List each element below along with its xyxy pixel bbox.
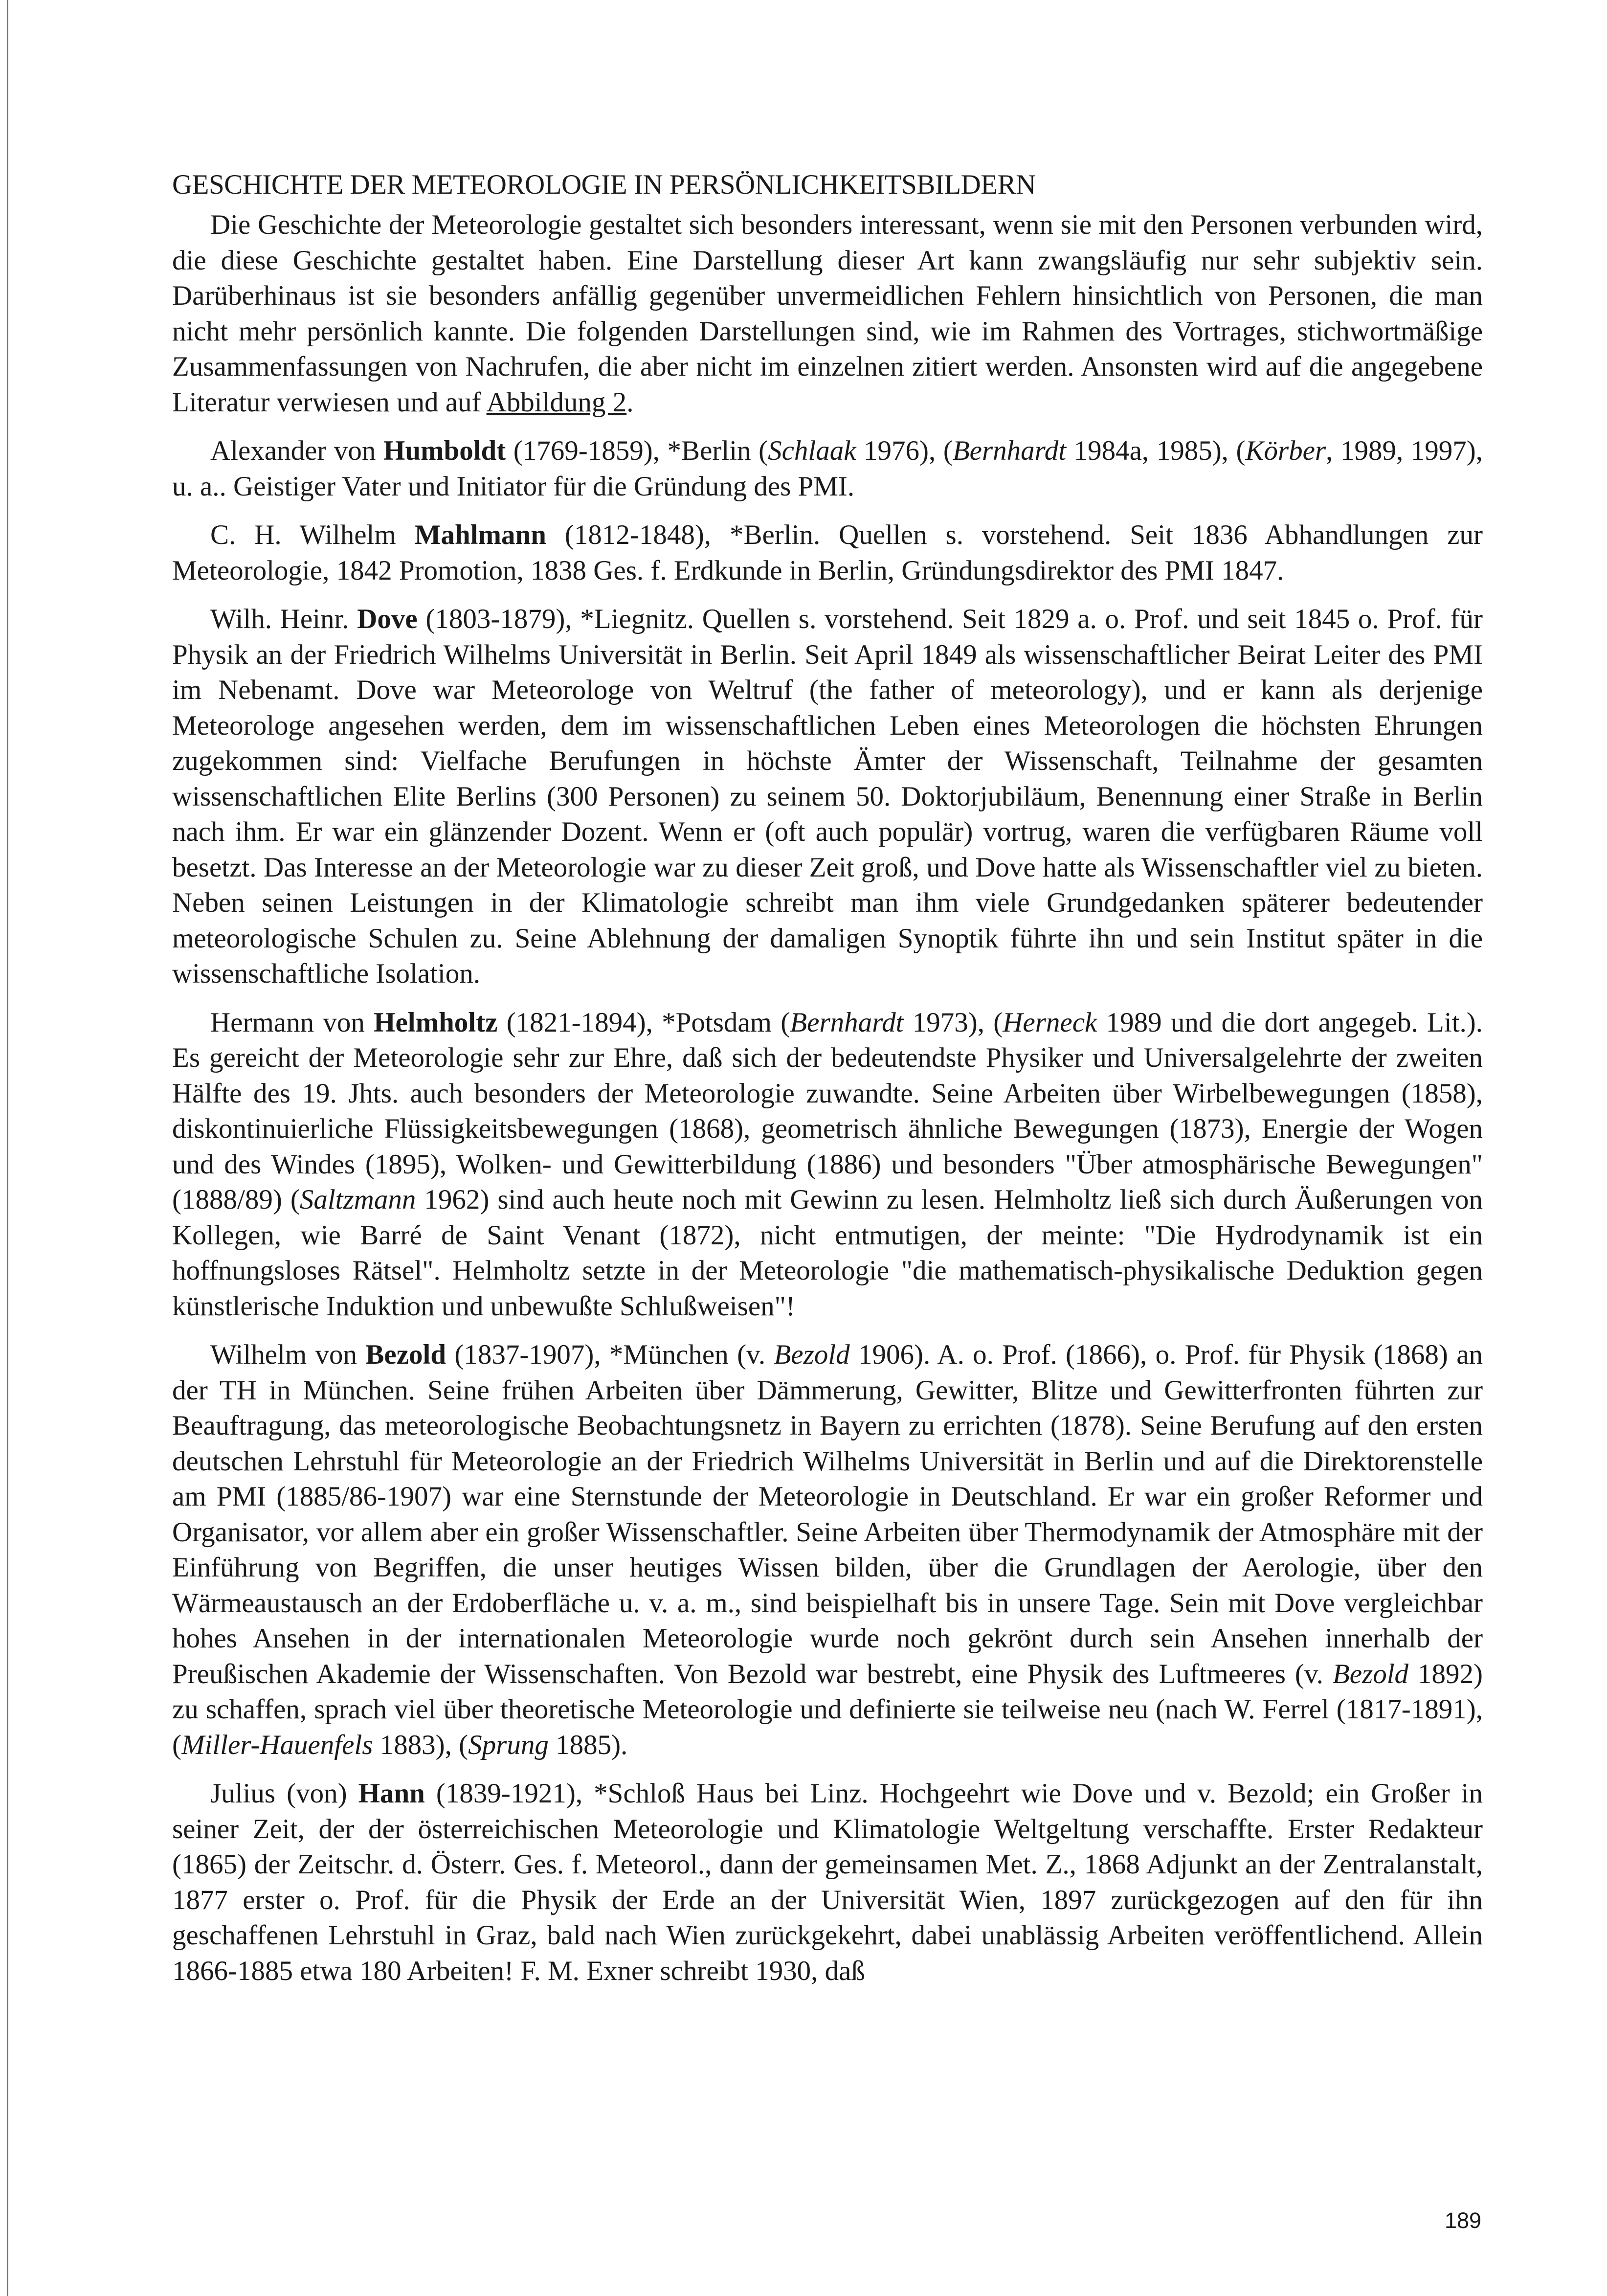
paragraph-intro [172, 207, 1483, 420]
paragraph-bezold [172, 1337, 1483, 1763]
paragraph-text: 1976), ( [856, 435, 953, 466]
paragraph-text: 1973), ( [903, 1007, 1003, 1038]
paragraph-list [172, 207, 1483, 1989]
paragraph-text: 1962) sind auch heute noch mit Gewinn zu lesen. Helmholtz ließ sich durch Äußerungen von Kollegen, wie Barré de Saint Venant (1872), nicht entmutigen, der meinte: "Die Hydrodynamik ist ein hoffnungsloses Rätsel". Helmholtz setzte in der Meteorologie "die mathematisch-physikalische Deduktion gegen künstlerische Induktion und unbewußte Schlußweisen"! [172, 1184, 1483, 1322]
paragraph-text: , 1989, 1997), u. a.. Geistiger Vater und Initiator für die Gründung des PMI. [172, 435, 1483, 502]
citation-author: Saltzmann [299, 1184, 416, 1215]
page-number: 189 [1445, 2208, 1482, 2233]
paragraph-text: . [626, 386, 634, 418]
paragraph-hann [172, 1776, 1483, 1989]
paragraph-text: Julius (von) [210, 1778, 358, 1809]
document-page [172, 165, 1483, 2002]
paragraph-helmholtz [172, 1005, 1483, 1325]
person-name: Hann [358, 1778, 425, 1809]
paragraph-text: C. H. Wilhelm [210, 519, 415, 550]
paragraph-text: 1989 und die dort angegeb. Lit.). Es gereicht der Meteorologie sehr zur Ehre, daß sich der bedeutendste Physiker und Universalgelehrte der zweiten Hälfte des 19. Jhts. auch besonders der Meteorologie zuwandte. Seine Arbeiten über Wirbelbewegungen (1858), diskontinuierliche Flüssigkeitsbewegungen (1868), geometrisch ähnliche Bewegungen (1873), Energie der Wogen und des Windes (1895), Wolken- und Gewitterbildung (1886) und besonders "Über atmosphärische Bewegungen" (1888/89) ( [172, 1007, 1483, 1215]
citation-author: Körber [1245, 435, 1326, 466]
citation-author: Schlaak [768, 435, 856, 466]
paragraph-text: 1906). A. o. Prof. (1866), o. Prof. für Physik (1868) an der TH in München. Seine frühen Arbeiten über Dämmerung, Gewitter, Blitze und Gewitterfronten führten zur Beauftragung, das meteorologische Beobachtungsnetz in Bayern zu errichten (1878). Seine Berufung auf den ersten deutschen Lehrstuhl für Meteorologie an der Friedrich Wilhelms Universität in Berlin und auf die Direktorenstelle am PMI (1885/86-1907) war eine Sternstunde der Meteorologie in Deutschland. Er war ein großer Reformer und Organisator, vor allem aber ein großer Wissenschaftler. Seine Arbeiten über Thermodynamik der Atmosphäre mit der Einführung von Begriffen, die unser heutiges Wissen bilden, über die Grundlagen der Aerologie, über den Wärmeaustausch an der Erdoberfläche u. v. a. m., sind beispielhaft bis in unsere Tage. Sein mit Dove vergleichbar hohes Ansehen in der internationalen Meteorologie wurde noch gekrönt durch sein Ansehen innerhalb der Preußischen Akademie der Wissenschaften. Von Bezold war bestrebt, eine Physik des Luftmeeres (v. [172, 1339, 1483, 1689]
paragraph-text: (1839-1921), *Schloß Haus bei Linz. Hochgeehrt wie Dove und v. Bezold; ein Großer in seiner Zeit, der der österreichischen Meteorologie und Klimatologie Weltgeltung verschaffte. Erster Redakteur (1865) der Zeitschr. d. Österr. Ges. f. Meteorol., dann der gemeinsamen Met. Z., 1868 Adjunkt an der Zentralanstalt, 1877 erster o. Prof. für die Physik der Erde an der Universität Wien, 1897 zurückgezogen auf den für ihn geschaffenen Lehrstuhl in Graz, bald nach Wien zurückgekehrt, dabei unablässig Arbeiten veröffentlichend. Allein 1866-1885 etwa 180 Arbeiten! F. M. Exner schreibt 1930, daß [172, 1778, 1483, 1986]
paragraph-text: 1883), ( [373, 1729, 469, 1760]
paragraph-text: 1885). [548, 1729, 628, 1760]
citation-author: Bezold [774, 1339, 850, 1370]
paragraph-text: 1984a, 1985), ( [1066, 435, 1246, 466]
paragraph-text: (1803-1879), *Liegnitz. Quellen s. vorstehend. Seit 1829 a. o. Prof. und seit 1845 o. Prof. für Physik an der Friedrich Wilhelms Universität in Berlin. Seit April 1849 als wissenschaftlicher Beirat Leiter des PMI im Nebenamt. Dove war Meteorologe von Weltruf (the father of meteorology), und er kann als derjenige Meteorologe angesehen werden, dem im wissenschaftlichen Leben eines Meteorologen die höchsten Ehrungen zugekommen sind: Vielfache Berufungen in höchste Ämter der Wissenschaft, Teilnahme der gesamten wissenschaftlichen Elite Berlins (300 Personen) zu seinem 50. Doktorjubiläum, Benennung einer Straße in Berlin nach ihm. Er war ein glänzender Dozent. Wenn er (oft auch populär) vortrug, waren die verfügbaren Räume voll besetzt. Das Interesse an der Meteorologie war zu dieser Zeit groß, und Dove hatte als Wissenschaftler viel zu bieten. Neben seinen Leistungen in der Klimatologie schreibt man ihm viele Grundgedanken späterer bedeutender meteorologische Schulen zu. Seine Ablehnung der damaligen Synoptik führte ihn und sein Institut später in die wissenschaftliche Isolation. [172, 604, 1483, 989]
paragraph-text: (1769-1859), *Berlin ( [506, 435, 768, 466]
citation-author: Miller-Hauenfels [181, 1729, 373, 1760]
paragraph-text: Die Geschichte der Meteorologie gestaltet sich besonders interessant, wenn sie mit den Personen verbunden wird, die diese Geschichte gestaltet haben. Eine Darstellung dieser Art kann zwangsläufig nur sehr subjektiv sein. Darüberhinaus ist sie besonders anfällig gegenüber unvermeidlichen Fehlern hinsichtlich von Personen, die man nicht mehr persönlich kannte. Die folgenden Darstellungen sind, wie im Rahmen des Vortrages, stichwortmäßige Zusammenfassungen von Nachrufen, die aber nicht im einzelnen zitiert werden. Ansonsten wird auf die angegebene Literatur verwiesen und auf [172, 209, 1483, 418]
paragraph-text: Hermann von [210, 1007, 374, 1038]
citation-author: Bezold [1332, 1658, 1409, 1689]
section-heading: GESCHICHTE DER METEOROLOGIE IN PERSÖNLICHKEITSBILDERN [172, 169, 1036, 200]
person-name: Mahlmann [414, 519, 546, 550]
paragraph-dove [172, 602, 1483, 992]
person-name: Humboldt [383, 435, 506, 466]
person-name: Dove [357, 604, 418, 634]
paragraph-text: Wilh. Heinr. [210, 604, 357, 634]
paragraph-text: Alexander von [210, 435, 383, 466]
paragraph-text: (1821-1894), *Potsdam ( [497, 1007, 790, 1038]
page-margin-line [7, 0, 8, 2296]
paragraph-text: (1837-1907), *München (v. [446, 1339, 774, 1370]
citation-author: Sprung [468, 1729, 549, 1760]
paragraph-mahlmann [172, 518, 1483, 588]
person-name: Helmholtz [374, 1007, 498, 1038]
citation-author: Bernhardt [952, 435, 1067, 466]
person-name: Bezold [365, 1339, 446, 1370]
citation-author: Bernhardt [790, 1007, 904, 1038]
citation-author: Herneck [1003, 1007, 1097, 1038]
paragraph-humboldt [172, 433, 1483, 504]
paragraph-text: Wilhelm von [210, 1339, 366, 1370]
paragraph-text: (1812-1848), *Berlin. Quellen s. vorstehend. Seit 1836 Abhandlungen zur Meteorologie, 1842 Promotion, 1838 Ges. f. Erdkunde in Berlin, Gründungsdirektor des PMI 1847. [172, 519, 1483, 586]
paragraph-text: 1892) zu schaffen, sprach viel über theoretische Meteorologie und definierte sie teilweise neu (nach W. Ferrel (1817-1891), ( [172, 1658, 1483, 1760]
figure-reference-link[interactable]: Abbildung 2 [486, 386, 627, 418]
